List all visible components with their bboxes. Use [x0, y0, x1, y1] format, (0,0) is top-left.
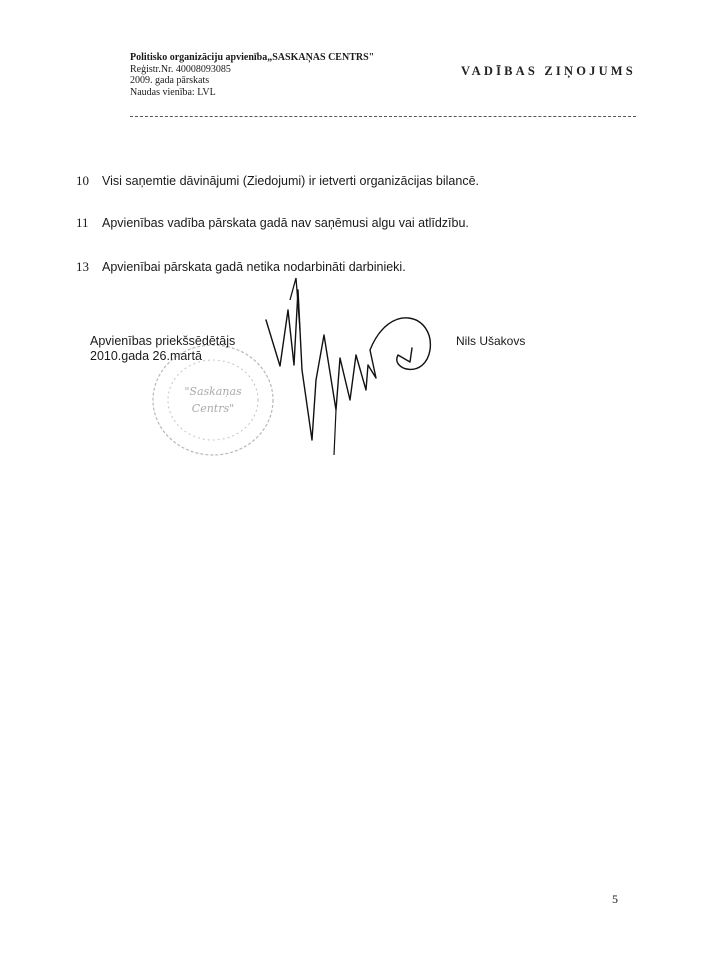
list-item	[76, 173, 479, 189]
header-org-info	[130, 52, 374, 98]
handwritten-signature	[250, 270, 450, 460]
signature-date: 2010.gada 26.martā	[90, 348, 202, 363]
page-number: 5	[612, 892, 618, 906]
item-text: Apvienības vadība pārskata gadā nav saņēmusi algu vai atlīdzību.	[102, 216, 469, 230]
item-text: Apvienībai pārskata gadā netika nodarbināti darbinieki.	[102, 260, 406, 274]
header-divider	[130, 116, 636, 117]
list-item	[76, 215, 469, 231]
registration-number: Reģistr.Nr. 40008093085	[130, 63, 231, 75]
item-text: Visi saņemtie dāvinājumi (Ziedojumi) ir ietverti organizācijas bilancē.	[102, 174, 480, 188]
signatory-role: Apvienības priekšsēdētājs	[90, 334, 236, 348]
signer-name: Nils Ušakovs	[456, 334, 526, 348]
item-number: 13	[76, 259, 89, 274]
item-number: 10	[76, 173, 89, 188]
svg-text:Centrs": Centrs"	[191, 402, 235, 415]
svg-text:"Saskaņas: "Saskaņas	[184, 385, 242, 398]
item-number: 11	[76, 215, 89, 230]
signature-block	[90, 334, 235, 363]
report-year: 2009. gada pārskats	[130, 75, 210, 86]
document-title: VADĪBAS ZIŅOJUMS	[461, 64, 636, 78]
organization-name: Politisko organizāciju apvienība„SASKAŅAS CENTRS"	[130, 52, 375, 63]
currency-unit: Naudas vienība: LVL	[130, 86, 216, 98]
